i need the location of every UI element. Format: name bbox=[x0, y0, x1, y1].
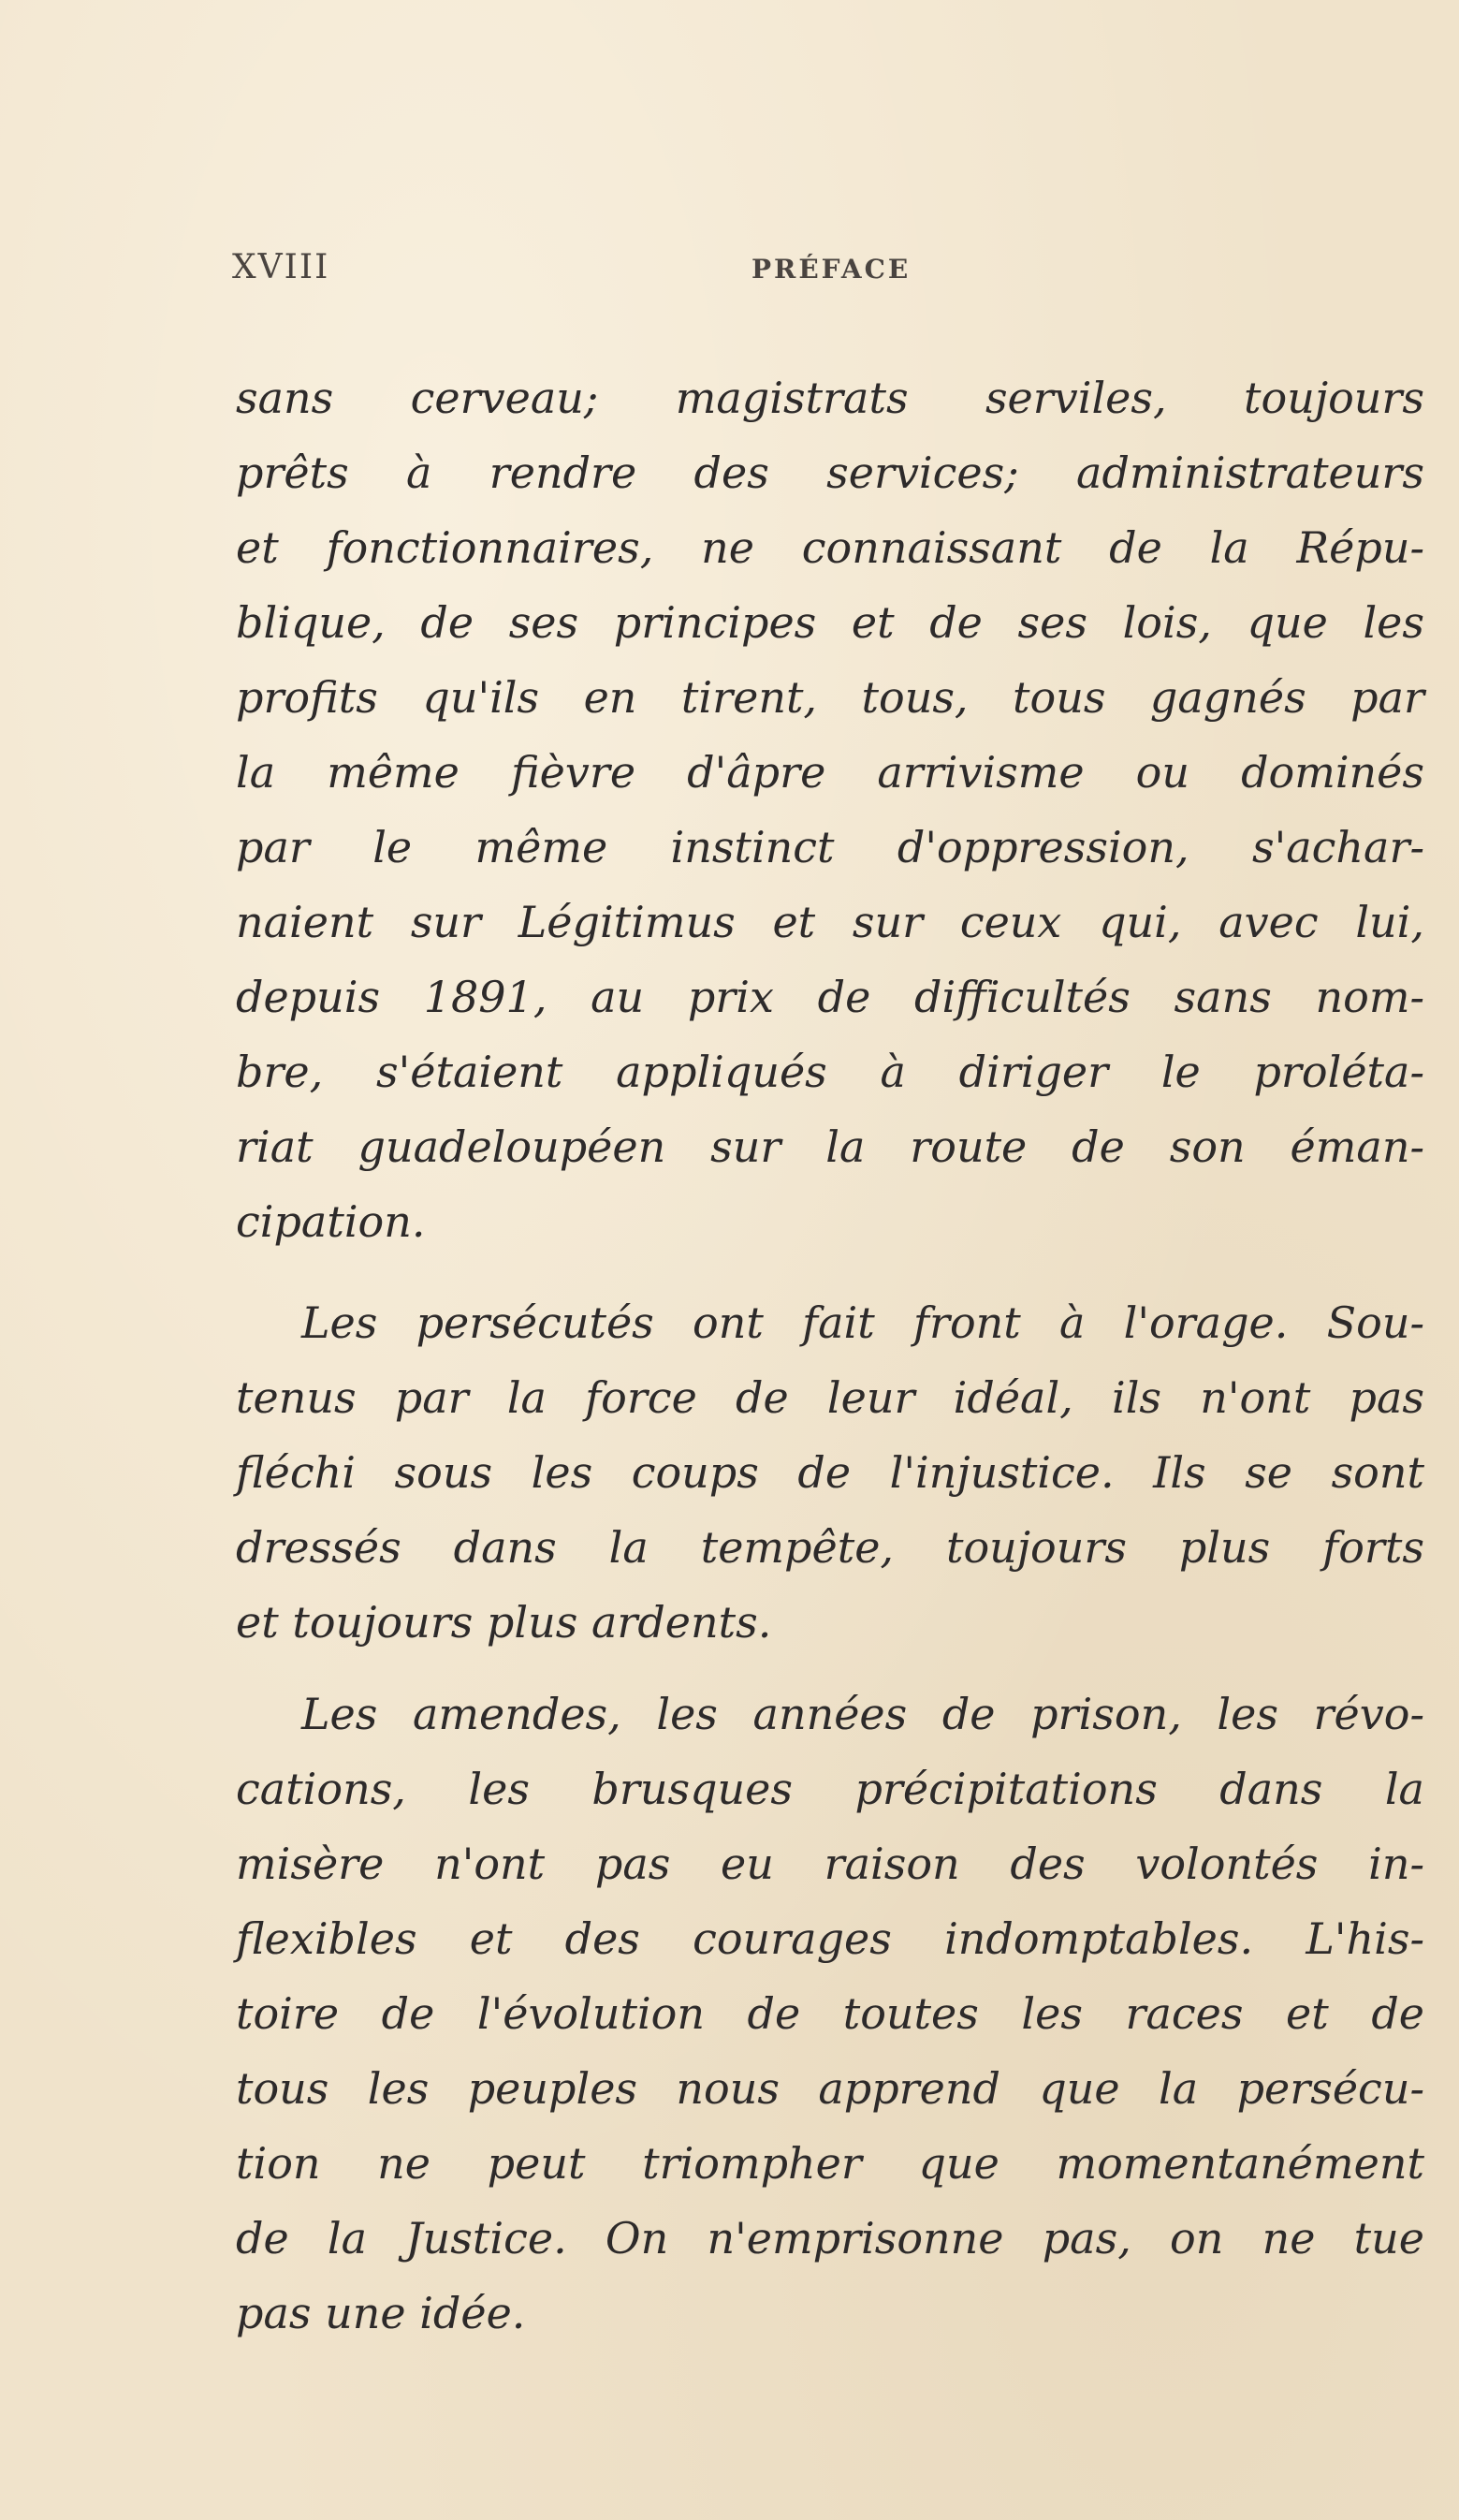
text-line: prêts à rendre des services; administrateurs bbox=[236, 447, 1424, 498]
text-line: et toujours plus ardents. bbox=[236, 1597, 772, 1648]
text-line: cipation. bbox=[236, 1196, 426, 1247]
text-line: bre, s'étaient appliqués à diriger le prolétа- bbox=[236, 1047, 1424, 1097]
text-line: pas une idée. bbox=[236, 2288, 526, 2338]
text-line: cations, les brusques précipitations dans la bbox=[236, 1764, 1424, 1814]
text-line: riat guadeloupéen sur la route de son éman- bbox=[236, 1121, 1424, 1172]
text-line: tous les peuples nous apprend que la persécu- bbox=[236, 2063, 1424, 2114]
text-line: naient sur Légitimus et sur ceux qui, avec lui, bbox=[236, 897, 1424, 947]
text-line: la même fièvre d'âpre arrivisme ou dominés bbox=[236, 747, 1424, 798]
paragraph-3 bbox=[236, 1677, 1424, 2351]
text-line: de la Justice. On n'emprisonne pas, on ne tue bbox=[236, 2213, 1424, 2264]
text-line: Les persécutés ont fait front à l'orage. Sou- bbox=[301, 1297, 1424, 1348]
text-line: et fonctionnaires, ne connaissant de la Répu- bbox=[236, 522, 1424, 573]
text-line: par le même instinct d'oppression, s'achar- bbox=[236, 822, 1424, 872]
page-header bbox=[232, 248, 1262, 304]
paragraph-gap bbox=[236, 1660, 1424, 1677]
text-line: sans cerveau; magistrats serviles, toujours bbox=[236, 373, 1424, 423]
text-line: tion ne peut triompher que momentanément bbox=[236, 2138, 1424, 2189]
text-line: Les amendes, les années de prison, les révo- bbox=[301, 1689, 1424, 1739]
text-line: profits qu'ils en tirent, tous, tous gagnés par bbox=[236, 672, 1424, 723]
text-line: fléchi sous les coups de l'injustice. Ils se sont bbox=[236, 1447, 1424, 1498]
text-line: toire de l'évolution de toutes les races et de bbox=[236, 1988, 1424, 2039]
text-line: misère n'ont pas eu raison des volontés in- bbox=[236, 1839, 1424, 1889]
text-line: dressés dans la tempête, toujours plus forts bbox=[236, 1522, 1424, 1573]
paragraph-gap bbox=[236, 1259, 1424, 1285]
paragraph-2 bbox=[236, 1285, 1424, 1660]
running-head: PRÉFACE bbox=[751, 254, 912, 285]
text-line: blique, de ses principes et de ses lois, que les bbox=[236, 597, 1424, 648]
page-number: XVIII bbox=[232, 248, 330, 286]
text-line: depuis 1891, au prix de difficultés sans nom- bbox=[236, 972, 1424, 1022]
body-text bbox=[236, 360, 1424, 2351]
text-line: tenus par la force de leur idéal, ils n'ont pas bbox=[236, 1372, 1424, 1423]
paragraph-1 bbox=[236, 360, 1424, 1259]
text-line: flexibles et des courages indomptables. L'his- bbox=[236, 1913, 1424, 1964]
